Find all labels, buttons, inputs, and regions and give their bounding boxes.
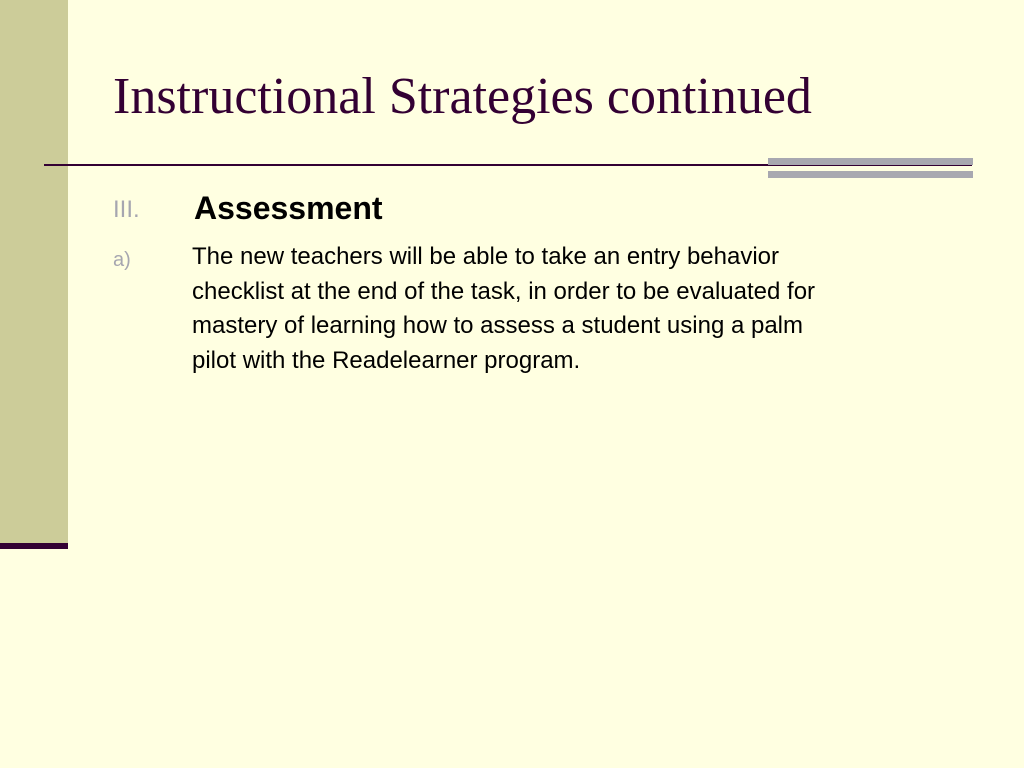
- section-roman-numeral: III.: [113, 196, 140, 223]
- accent-bar-bottom: [768, 171, 973, 178]
- slide-title: Instructional Strategies continued: [113, 68, 812, 125]
- sub-bullet-letter: a): [113, 249, 131, 271]
- side-band-decoration: [0, 0, 68, 545]
- side-band-cap-decoration: [0, 543, 68, 549]
- title-divider-accent: [768, 158, 973, 178]
- section-heading: Assessment: [194, 190, 383, 226]
- sub-bullet-text: The new teachers will be able to take an entry behavior checklist at the end of the task, in order to be evaluated for mastery of learning how to assess a student using a palm pilot with the Readelearner program.: [192, 243, 816, 374]
- accent-bar-top: [768, 158, 973, 165]
